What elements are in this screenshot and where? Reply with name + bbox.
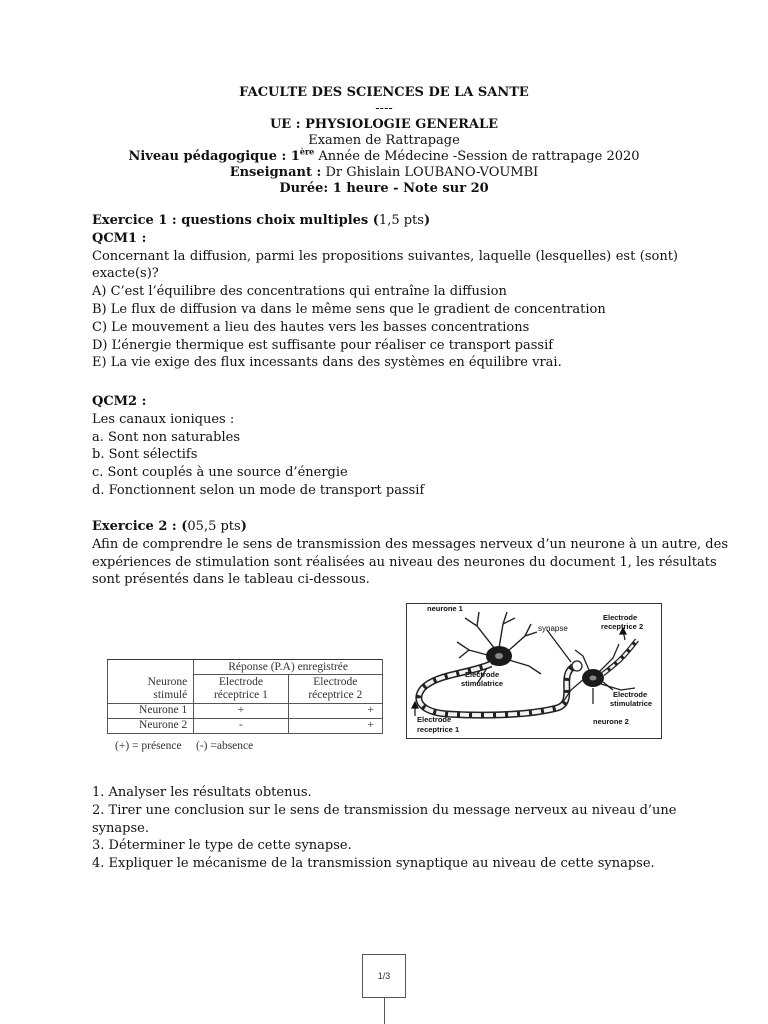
qcm1-option: A) C’est l’équilibre des concentrations qui entraîne la diffusion [92,284,507,300]
qcm2-option: a. Sont non saturables [92,429,241,445]
qcm2-option: d. Fonctionnent selon un mode de transport passif [92,482,425,498]
exercice1-section [92,212,678,372]
qcm1-option: D) L’énergie thermique est suffisante pour réaliser ce transport passif [92,337,554,353]
qcm1-option: E) La vie exige des flux incessants dans des systèmes en équilibre vrai. [92,355,562,371]
table-header-electrode2: Electrode réceptrice 2 [288,675,382,704]
table-row: Neurone 1 + + [108,703,383,718]
label-electrode-rec2: Electrode receptrice 2 [601,613,644,631]
faculty-title: FACULTE DES SCIENCES DE LA SANTE [239,85,529,100]
table-header-neurone: Neurone stimulé [108,675,194,704]
exercice2-intro: expériences de stimulation sont réalisées au niveau des neurones du document 1, les résultats [92,554,717,570]
table-row: Neurone 2 - + [108,718,383,733]
qcm1-label: QCM1 : [92,230,147,246]
label-neurone2: neurone 2 [593,717,629,726]
table-header-electrode1: Electrode réceptrice 1 [194,675,288,704]
qcm2-option: c. Sont couplés à une source d’énergie [92,465,348,481]
exam-header [0,85,768,197]
niveau-line: Niveau pédagogique : 1ère Année de Médecine -Session de rattrapage 2020 [128,146,640,164]
neuron-diagram-svg [407,604,661,738]
label-electrode-stim2: Electrode stimulatrice [610,690,653,708]
question-item: 3. Déterminer le type de cette synapse. [92,838,352,854]
question-item: 2. Tirer une conclusion sur le sens de transmission du message nerveux au niveau d’une [92,802,677,818]
enseignant-line: Enseignant : Dr Ghislain LOUBANO-VOUMBI [229,165,539,180]
label-electrode-rec1: Electrode receptrice 1 [417,715,460,734]
qcm1-option: C) Le mouvement a lieu des hautes vers les basses concentrations [92,319,530,335]
label-neurone1: neurone 1 [427,604,463,613]
table-legend: (+) = présence (-) =absence [115,739,254,752]
label-synapse: synapse [538,624,568,633]
exam-type: Examen de Rattrapage [308,133,460,148]
exercice2-intro: Afin de comprendre le sens de transmission des messages nerveux d’un neurone à un autre, des [92,536,728,552]
exercice1-title: Exercice 1 : questions choix multiples (1,5 pts) [92,213,431,228]
header-separator: ---- [375,101,393,116]
label-electrode-stim1: Electrode stimulatrice [461,670,504,688]
exercice2-title: Exercice 2 : (05,5 pts) [92,519,247,534]
ue-title: UE : PHYSIOLOGIE GENERALE [269,117,499,132]
page-number-stem [384,997,385,1024]
results-table-figure [107,659,387,752]
results-table [107,659,383,734]
qcm2-option: b. Sont sélectifs [92,447,198,463]
qcm1-option: B) Le flux de diffusion va dans le même sens que le gradient de concentration [92,301,606,317]
exercice2-section [92,518,728,589]
question-item: 4. Expliquer le mécanisme de la transmission synaptique au niveau de cette synapse. [92,856,655,872]
qcm2-label: QCM2 : [92,394,147,409]
duree-line: Durée: 1 heure - Note sur 20 [279,181,489,196]
table-header-group: Réponse (P.A) enregistrée [194,660,383,675]
question-item: 1. Analyser les résultats obtenus. [92,785,312,800]
synapse-terminal [572,661,582,671]
exercice2-intro: sont présentés dans le tableau ci-dessous. [92,572,370,588]
page-number: 1/3 [362,954,406,998]
qcm2-section [92,393,678,500]
question-item: synapse. [92,820,149,836]
neuron-diagram [406,603,662,739]
exercice2-questions [92,784,678,873]
qcm1-question: Concernant la diffusion, parmi les propositions suivantes, laquelle (lesquelles) est (sont) exacte(s)? [92,248,678,282]
qcm2-question: Les canaux ioniques : [92,411,235,427]
